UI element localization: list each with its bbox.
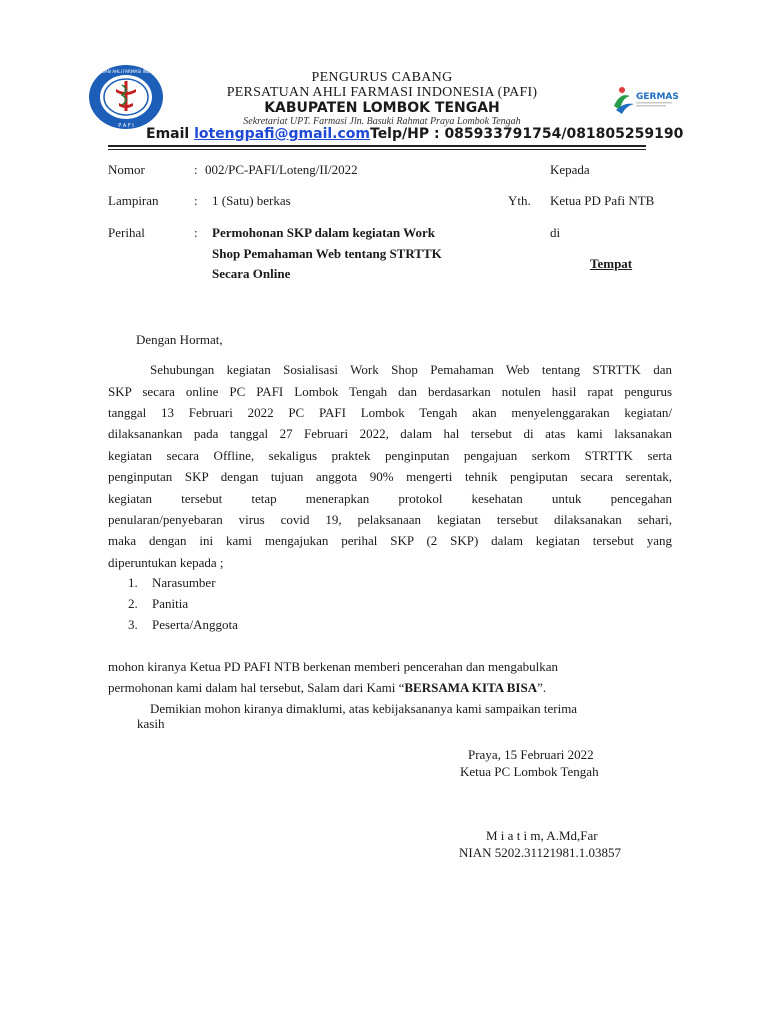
para1-line-4: dilaksanankan pada tanggal 27 Februari 2022, dalam hal tersebut di atas kami laksanakan (108, 426, 672, 441)
signer-position: Ketua PC Lombok Tengah (460, 764, 599, 779)
para1-line-10: diperuntukan kepada ; (108, 555, 224, 570)
nomor-label: Nomor (108, 162, 145, 177)
para1-line-1: Sehubungan kegiatan Sosialisasi Work Shop Pemahaman Web tentang STRTTK dan (150, 362, 672, 377)
list-num-2: 2. (128, 596, 138, 611)
para1-line-9: maka dengan ini kami mengajukan perihal SKP (2 SKP) dalam kegiatan tersebut yang (108, 533, 672, 548)
closing-line-1: Demikian mohon kiranya dimaklumi, atas kebijaksananya kami sampaikan terima (150, 701, 578, 716)
letterhead-rule-thick (108, 145, 646, 147)
para1-line-7: kegiatan tersebut tetap menerapkan protokol kesehatan untuk pencegahan (108, 491, 672, 506)
lampiran-value: 1 (Satu) berkas (212, 193, 291, 208)
letterhead-line-2: PERSATUAN AHLI FARMASI INDONESIA (PAFI) (226, 85, 538, 100)
logo-sub-text: P A F I (118, 123, 134, 129)
motto-text: BERSAMA KITA BISA (404, 680, 538, 695)
nomor-colon: : (194, 162, 198, 177)
perihal-colon: : (194, 225, 198, 240)
lampiran-label: Lampiran (108, 193, 159, 208)
nomor-value: 002/PC-PAFI/Loteng/II/2022 (205, 162, 358, 177)
recipient-text: Ketua PD Pafi NTB (550, 193, 655, 208)
perihal-line-2: Shop Pemahaman Web tentang STRTTK (212, 246, 442, 261)
perihal-line-1: Permohonan SKP dalam kegiatan Work (212, 225, 435, 240)
logo-ring-text: PERSATUAN AHLI FARMASI INDONESIA (86, 69, 166, 74)
para2-suffix: ”. (537, 680, 547, 695)
list-num-1: 1. (128, 575, 138, 590)
letterhead-line-1: PENGURUS CABANG (311, 70, 453, 85)
tempat-text: Tempat (590, 256, 633, 271)
yth-text: Yth. (508, 193, 531, 208)
greeting: Dengan Hormat, (136, 332, 223, 347)
kepada-text: Kepada (550, 162, 590, 177)
letterhead-contact (146, 126, 683, 142)
letterhead-line-3: KABUPATEN LOMBOK TENGAH (264, 100, 500, 116)
place-date: Praya, 15 Februari 2022 (468, 747, 594, 762)
list-item-2: Panitia (152, 596, 189, 611)
closing-line-2: kasih (137, 716, 165, 731)
para1-line-2: SKP secara online PC PAFI Lombok Tengah dan berdasarkan notulen hasil rapat pengurus (108, 384, 672, 399)
para1-line-3: tanggal 13 Februari 2022 PC PAFI Lombok Tengah akan menyelenggarakan kegiatan/ (108, 405, 672, 420)
email-link[interactable]: lotengpafi@gmail.com (194, 126, 370, 142)
list-item-3: Peserta/Anggota (152, 617, 238, 632)
di-text: di (550, 225, 561, 240)
phone-text: Telp/HP : 085933791754/081805259190 (370, 126, 684, 142)
list-item-1: Narasumber (152, 575, 216, 590)
signer-name: M i a t i m, A.Md,Far (486, 828, 598, 843)
para1-line-8: penularan/penyebaran virus covid 19, pelaksanaan kegiatan tersebut dilaksanakan sehari, (108, 512, 672, 527)
perihal-label: Perihal (108, 225, 145, 240)
para1-line-6: penginputan SKP dengan tujuan anggota 90% mengerti tehnik pengiputan secara serentak, (108, 469, 672, 484)
email-prefix: Email (146, 126, 195, 142)
signer-nian: NIAN 5202.31121981.1.03857 (459, 845, 622, 860)
lampiran-colon: : (194, 193, 198, 208)
perihal-line-3: Secara Online (212, 266, 291, 281)
para2-line-1: mohon kiranya Ketua PD PAFI NTB berkenan memberi pencerahan dan mengabulkan (108, 659, 559, 674)
para2-prefix: permohonan kami dalam hal tersebut, Salam dari Kami “ (108, 680, 405, 695)
letterhead-rule-thin (108, 149, 646, 150)
letterhead-address: Sekretariat UPT. Farmasi Jln. Basuki Rahmat Praya Lombok Tengah (243, 116, 521, 127)
para1-line-5: kegiatan secara Offline, sekaligus praktek penginputan pengajuan serkom STRTTK serta (108, 448, 672, 463)
list-num-3: 3. (128, 617, 138, 632)
para2-line-2 (108, 680, 546, 696)
germas-text: GERMAS (636, 92, 679, 102)
